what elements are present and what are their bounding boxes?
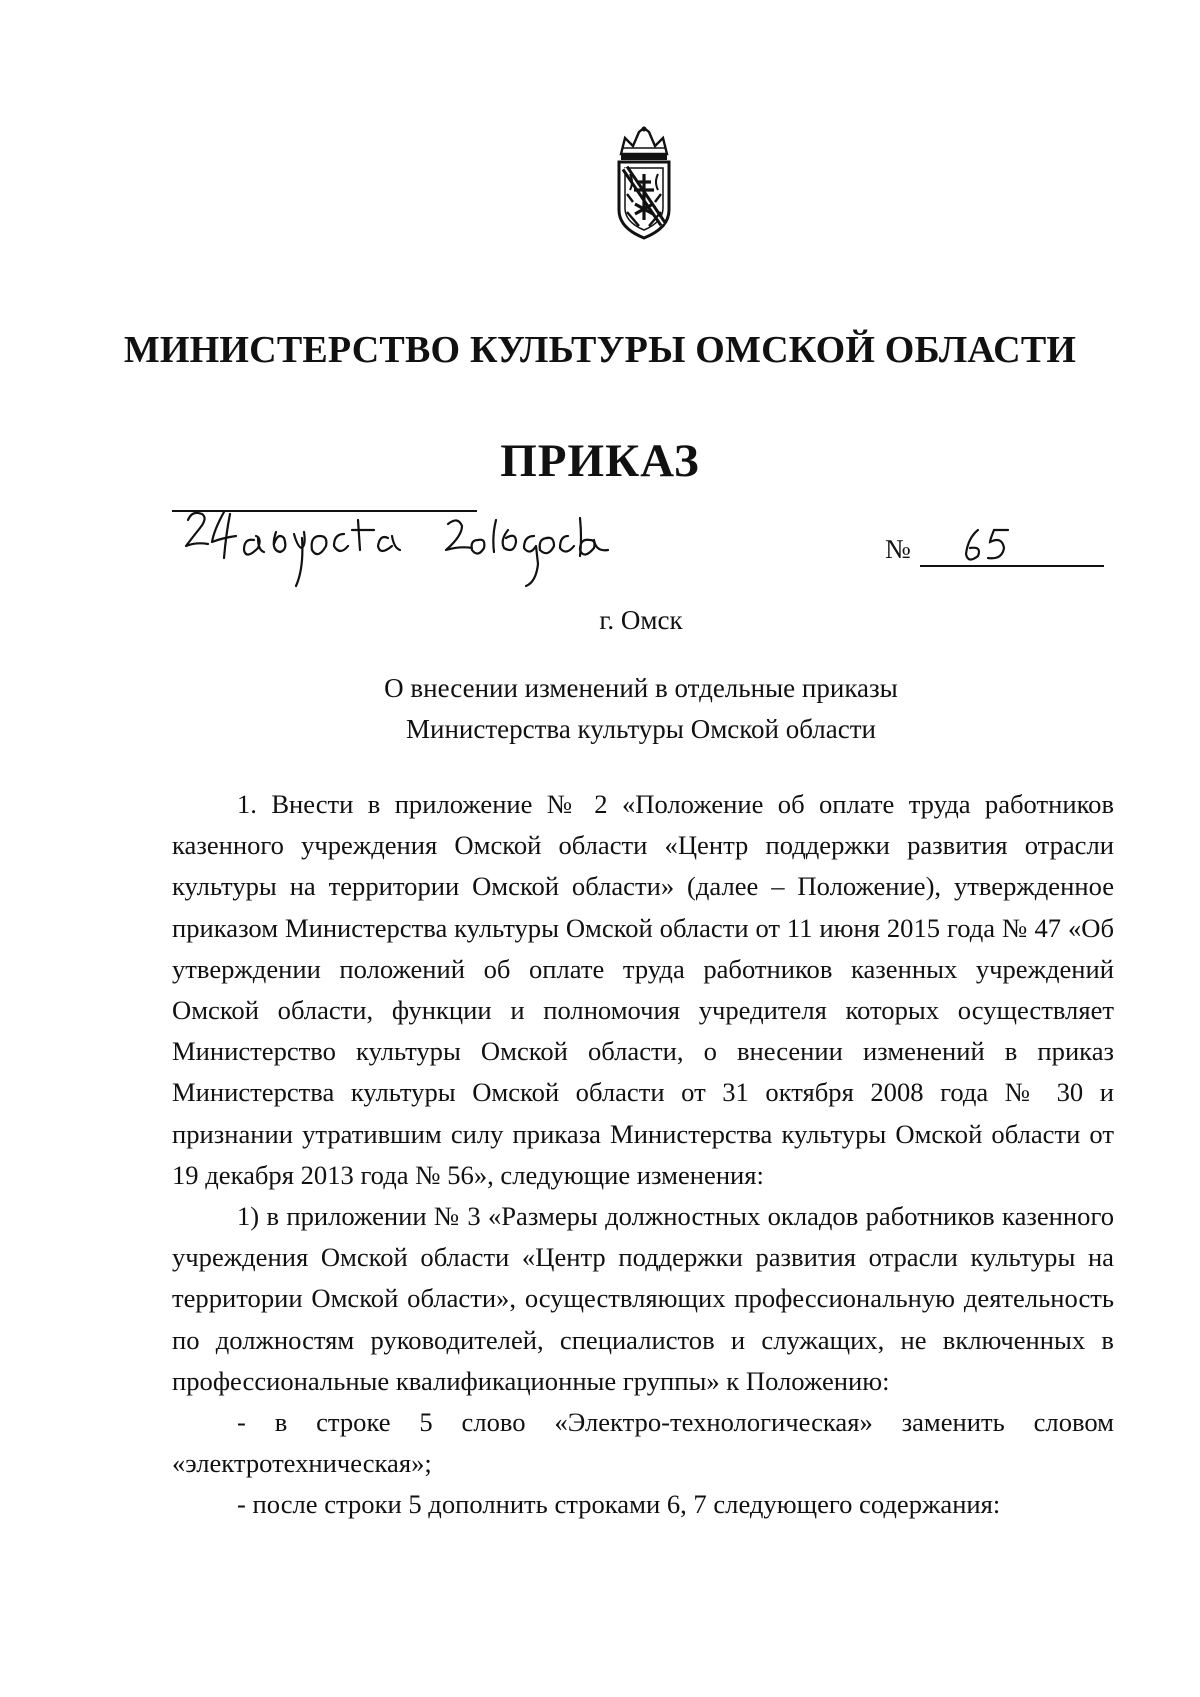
handwritten-number [958,526,1018,566]
paragraph-4: - после строки 5 дополнить строками 6, 7 следующего содержания: [237,1489,1001,1520]
paragraph-2: 1) в приложении № 3 «Размеры должностных окладов работников казенного учреждения Омской области «Центр поддержки развития отрасли культуры на территории Омской области», осуществляющих профессиональную деятельность по должностям руководителей, специалистов и служащих, не включенных в профессиональные квалификационные группы» к Положению: [172,1201,1114,1396]
subject-line-2: Министерства культуры Омской области [406,714,876,744]
order-title: ПРИКАЗ [500,435,700,487]
ministry-title: МИНИСТЕРСТВО КУЛЬТУРЫ ОМСКОЙ ОБЛАСТИ [123,329,1077,371]
subject-line-1: О внесении изменений в отдельные приказы [384,673,898,703]
order-body [172,784,1114,1526]
handwritten-date-text [0,0,1,1]
coat-of-arms-icon [599,124,689,244]
paragraph-3: - в строке 5 слово «Электро-технологическая» заменить словом «электротехническая»; [172,1407,1114,1479]
order-subject [0,668,1200,750]
paragraph-1: 1. Внести в приложение № 2 «Положение об оплате труда работников казенного учреждения Омской области «Центр поддержки развития отрасли культуры на территории Омской области» (далее – Положение), утвержденное приказом Министерства культуры Омской области от 11 июня 2015 года № 47 «Об утверждении положений об оплате труда работников казенных учреждений Омской области, функции и полномочия учредителя которых осуществляет Министерство культуры Омской области, о внесении изменений в приказ Министерства культуры Омской области от 31 октября 2008 года № 30 и признании утратившим силу приказа Министерства культуры Омской области от 19 декабря 2013 года № 56», следующие изменения: [172,789,1114,1190]
handwritten-number-text [0,0,1,1]
handwritten-date [184,510,784,594]
city-label: г. Омск [599,605,683,635]
order-number-sign: № [885,534,911,564]
